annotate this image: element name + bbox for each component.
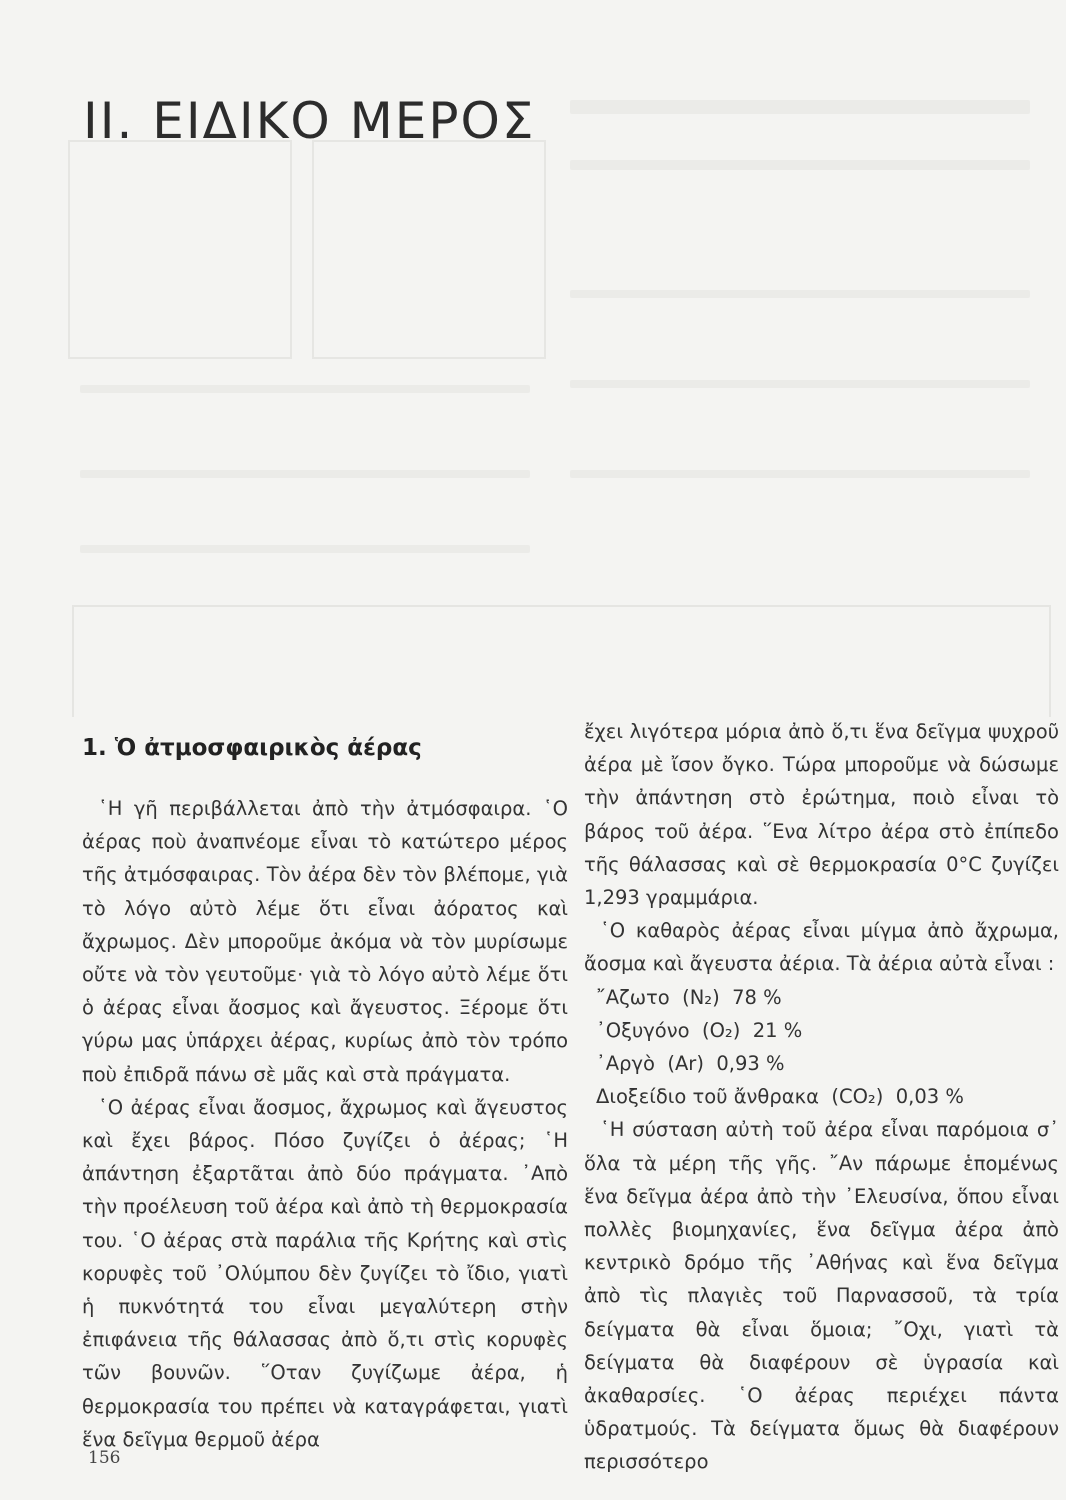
gas-item-oxygen — [584, 1014, 1059, 1047]
bleed-through-frame-box — [72, 605, 1051, 717]
gas-formula: (Ar) — [667, 1052, 704, 1076]
gas-item-carbon-dioxide — [584, 1080, 1059, 1113]
paragraph-continuation: ἔχει λιγότερα μόρια ἀπὸ ὅ,τι ἕνα δεῖγμα ψυχροῦ ἀέρα μὲ ἴσον ὄγκο. Τώρα μποροῦμε νὰ δώσωμε τὴν ἀπάντηση στὸ ἐρώτημα, ποιὸ εἶναι τὸ βάρος τοῦ ἀέρα. ῞Ενα λίτρο ἀέρα στὸ ἐπίπεδο τῆς θάλασσας καὶ σὲ θερμοκρασία 0°C ζυγίζει 1,293 γραμμάρια. — [584, 720, 1059, 910]
gas-item-nitrogen — [584, 981, 1059, 1014]
gas-formula: (O₂) — [701, 1018, 741, 1042]
paragraph-intro: ῾Η γῆ περιβάλλεται ἀπὸ τὴν ἀτμόσφαιρα. ῾Ο ἀέρας ποὺ ἀναπνέομε εἶναι τὸ κατώτερο μέρος τῆς ἀτμόσφαιρας. Τὸν ἀέρα δὲν τὸν βλέπομε, γιὰ τὸ λόγο αὐτὸ λέμε ὅτι εἶναι ἀόρατος καὶ ἄχρωμος. Δὲν μποροῦμε ἀκόμα νὰ τὸν μυρίσωμε οὔτε νὰ τὸν γευτοῦμε· γιὰ τὸ λόγο αὐτὸ λέμε ὅτι ὁ ἀέρας εἶναι ἄοσμος καὶ ἄγευστος. Ξέρομε ὅτι γύρω μας ὑπάρχει ἀέρας, κυρίως ἀπὸ τὸν τρόπο ποὺ ἐπιδρᾶ πάνω σὲ μᾶς καὶ στὰ πράγματα. — [82, 797, 568, 1086]
paragraph-composition: ῾Η σύσταση αὐτὴ τοῦ ἀέρα εἶναι παρόμοια σ᾿ ὅλα τὰ μέρη τῆς γῆς. ῎Αν πάρωμε ἑπομένως ἕνα δεῖγμα ἀέρα ἀπὸ τὴν ᾿Ελευσίνα, ὅπου εἶναι πολλὲς βιομηχανίες, ἕνα δεῖγμα ἀέρα ἀπὸ κεντρικὸ δρόμο τῆς ᾿Αθήνας καὶ ἕνα δεῖγμα ἀπὸ τὶς πλαγιὲς τοῦ Παρνασσοῦ, τὰ τρία δείγματα θὰ εἶναι ὅμοια; ῎Οχι, γιατὶ τὰ δείγματα θὰ διαφέρουν σὲ ὑγρασία καὶ ἀκαθαρσίες. ῾Ο ἀέρας περιέχει πάντα ὑδρατμούς. Τὰ δείγματα ὅμως θὰ διαφέρουν περισσότερο — [584, 1118, 1059, 1474]
paragraph-weight: ῾Ο ἀέρας εἶναι ἄοσμος, ἄχρωμος καὶ ἄγευστος καὶ ἔχει βάρος. Πόσο ζυγίζει ὁ ἀέρας; ῾Η ἀπάντηση ἐξαρτᾶται ἀπὸ δύο πράγματα. ᾿Απὸ τὴν προέλευση τοῦ ἀέρα καὶ ἀπὸ τὴ θερμοκρασία του. ῾Ο ἀέρας στὰ παράλια τῆς Κρήτης καὶ στὶς κορυφὲς τοῦ ᾿Ολύμπου δὲν ζυγίζει τὸ ἴδιο, γιατὶ ἡ πυκνότητά του εἶναι μεγαλύτερη στὴν ἐπιφάνεια τῆς θάλασσας ἀπὸ ὅ,τι στὶς κορυφὲς τῶν βουνῶν. ῞Οταν ζυγίζωμε ἀέρα, ἡ θερμοκρασία του πρέπει νὰ καταγράφεται, γιατὶ ἕνα δεῖγμα θερμοῦ ἀέρα — [82, 1095, 568, 1451]
gas-list — [584, 981, 1059, 1114]
bleed-through-text-4 — [570, 380, 1030, 388]
gas-name: ᾿Οξυγόνο — [596, 1018, 690, 1042]
bleed-through-text-5 — [570, 470, 1030, 478]
bleed-through-text-1 — [570, 100, 1030, 114]
left-column — [82, 728, 568, 1456]
gas-formula: (CO₂) — [831, 1085, 884, 1109]
right-column — [584, 715, 1059, 1479]
bleed-through-text-6 — [80, 385, 530, 393]
gas-percent: 0,93 % — [716, 1052, 785, 1076]
chapter-heading: 1. Ὁ ἀτμοσφαιρικὸς ἀέρας — [82, 735, 422, 761]
gas-name: Διοξείδιο τοῦ ἄνθρακα — [596, 1085, 819, 1109]
gas-percent: 21 % — [752, 1018, 803, 1042]
section-title: II. ΕΙΔΙΚΟ ΜΕΡΟΣ — [83, 92, 536, 150]
page-number: 156 — [88, 1448, 121, 1468]
bleed-through-text-3 — [570, 290, 1030, 298]
bleed-through-frame-mid — [312, 140, 546, 359]
gas-formula: (N₂) — [682, 985, 720, 1009]
gas-name: ῎Αζωτο — [596, 985, 670, 1009]
bleed-through-text-2 — [570, 160, 1030, 170]
gas-percent: 0,03 % — [895, 1085, 964, 1109]
bleed-through-frame-left — [68, 140, 292, 359]
gas-item-argon — [584, 1047, 1059, 1080]
bleed-through-text-7 — [80, 470, 530, 478]
bleed-through-text-8 — [80, 545, 530, 553]
paragraph-mixture: ῾Ο καθαρὸς ἀέρας εἶναι μίγμα ἀπὸ ἄχρωμα, ἄοσμα καὶ ἄγευστα ἀέρια. Τὰ ἀέρια αὐτὰ εἶναι : — [584, 919, 1059, 976]
gas-percent: 78 % — [732, 985, 782, 1009]
gas-name: ᾿Αργὸ — [596, 1052, 655, 1076]
